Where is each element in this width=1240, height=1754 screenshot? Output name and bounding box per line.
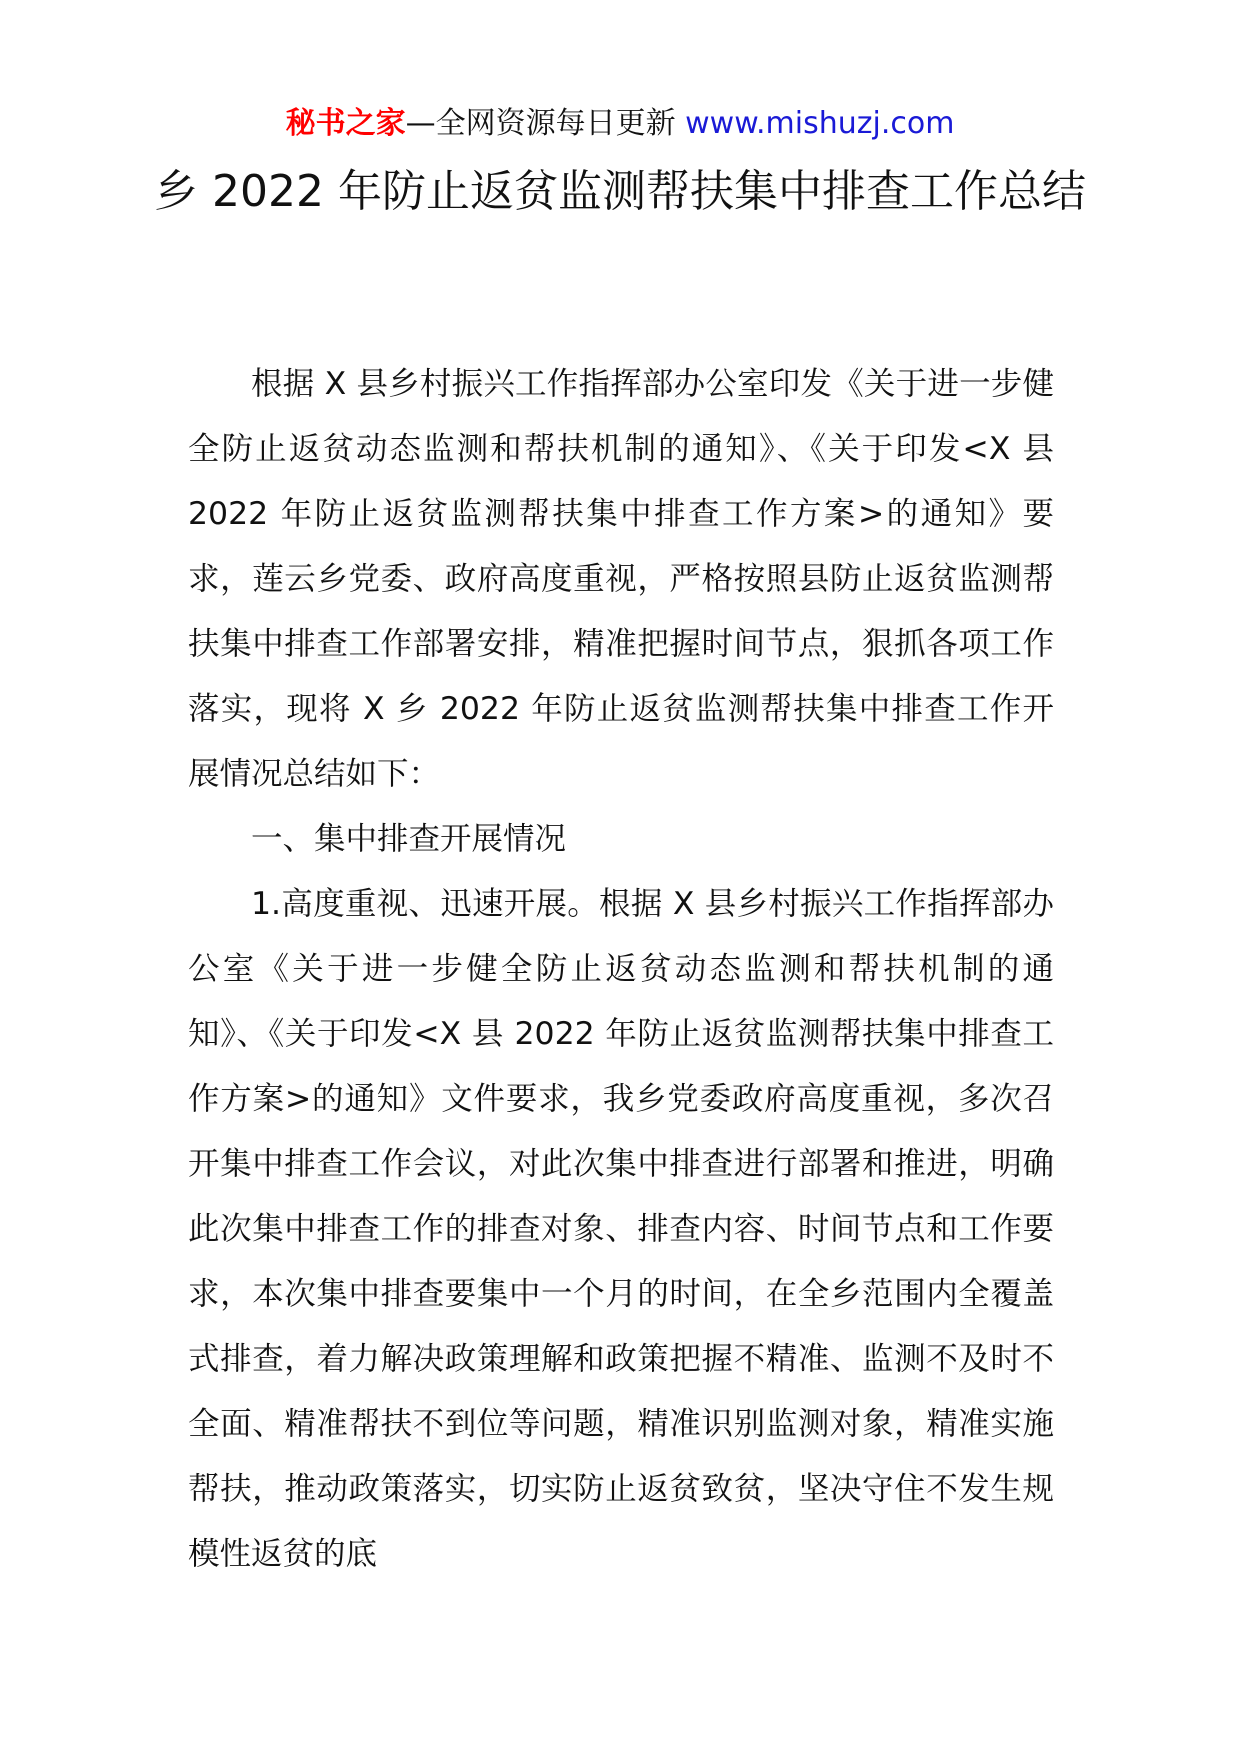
paragraph-intro: 根据 X 县乡村振兴工作指挥部办公室印发《关于进一步健全防止返贫动态监测和帮扶机制的通知》、《关于印发<X 县 2022 年防止返贫监测帮扶集中排查工作方案>的通知》要求，莲云乡党委、政府高度重视，严格按照县防止返贫监测帮扶集中排查工作部署安排，精准把握时间节点，狠抓各项工作落实，现将 X 乡 2022 年防止返贫监测帮扶集中排查工作开展情况总结如下： (188, 366, 1054, 792)
document-body (188, 352, 1054, 1587)
brand-tagline: —全网资源每日更新 (405, 106, 676, 141)
document-title: 乡 2022 年防止返贫监测帮扶集中排查工作总结 (154, 166, 1086, 217)
brand-name: 秘书之家 (285, 106, 406, 141)
section-heading: 一、集中排查开展情况 (251, 821, 567, 857)
watermark-header (0, 100, 1240, 148)
brand-url: www.mishuzj.com (685, 106, 955, 141)
paragraph-item-1: 1.高度重视、迅速开展。根据 X 县乡村振兴工作指挥部办公室《关于进一步健全防止返贫动态监测和帮扶机制的通知》、《关于印发<X 县 2022 年防止返贫监测帮扶集中排查工作方案>的通知》文件要求，我乡党委政府高度重视，多次召开集中排查工作会议，对此次集中排查进行部署和推进，明确此次集中排查工作的排查对象、排查内容、时间节点和工作要求，本次集中排查要集中一个月的时间，在全乡范围内全覆盖式排查，着力解决政策理解和政策把握不精准、监测不及时不全面、精准帮扶不到位等问题，精准识别监测对象，精准实施帮扶，推动政策落实，切实防止返贫致贫，坚决守住不发生规模性返贫的底 (188, 886, 1054, 1572)
